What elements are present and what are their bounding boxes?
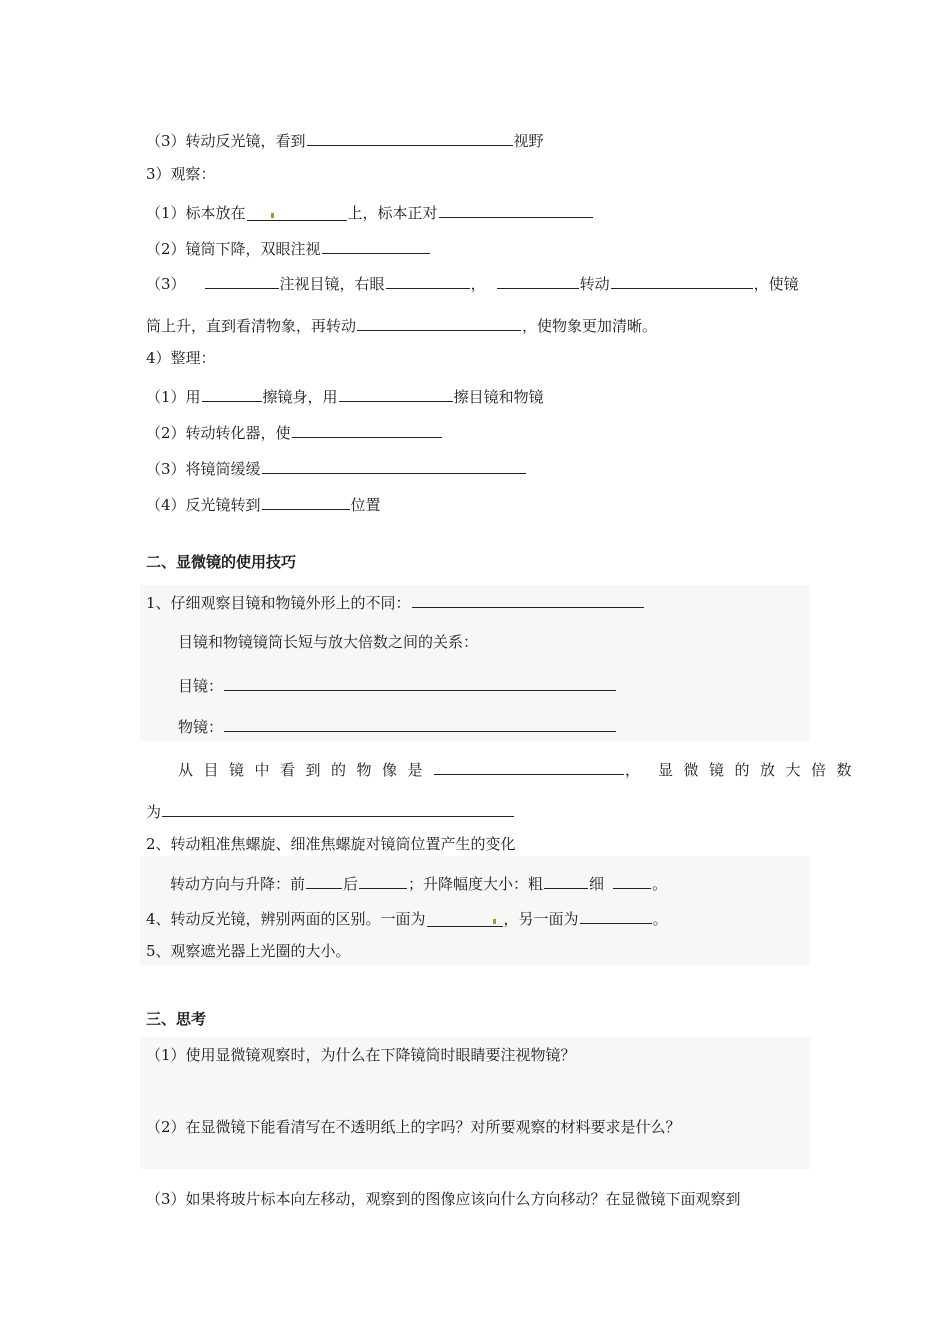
tidy-line2 bbox=[146, 420, 443, 443]
observe-line2 bbox=[146, 236, 431, 259]
fill-blank[interactable] bbox=[307, 128, 513, 146]
text: ， bbox=[625, 761, 641, 779]
text: 为 bbox=[146, 803, 162, 821]
text: 。 bbox=[652, 875, 668, 893]
text: ，使镜 bbox=[753, 275, 799, 293]
fill-blank[interactable] bbox=[262, 492, 350, 510]
section2-q5: 5、观察遮光器上光圈的大小。 bbox=[146, 942, 351, 960]
text: 4、转动反光镜，辨别两面的区别。一面为 bbox=[146, 910, 426, 928]
observe-line3b bbox=[146, 313, 657, 336]
text: ，使物象更加清晰。 bbox=[522, 317, 658, 335]
fill-blank[interactable] bbox=[359, 871, 407, 889]
fill-blank[interactable] bbox=[544, 871, 588, 889]
fill-blank[interactable] bbox=[427, 909, 503, 927]
observe-line1 bbox=[146, 200, 594, 223]
fill-blank[interactable] bbox=[357, 313, 521, 331]
text: 上，标本正对 bbox=[347, 204, 438, 222]
fill-blank[interactable] bbox=[439, 200, 593, 218]
fill-blank[interactable] bbox=[386, 271, 470, 289]
section2-q1b bbox=[178, 673, 617, 696]
text: 显微镜的放大倍数 bbox=[658, 761, 863, 779]
fill-blank[interactable] bbox=[497, 271, 579, 289]
section3-title: 三、思考 bbox=[146, 1010, 207, 1028]
text: 。 bbox=[652, 910, 668, 928]
section3-t3: （3）如果将玻片标本向左移动，观察到的图像应该向什么方向移动？在显微镜下面观察到 bbox=[146, 1190, 741, 1208]
fill-blank[interactable] bbox=[611, 271, 753, 289]
fill-blank[interactable] bbox=[434, 757, 624, 775]
fill-blank[interactable] bbox=[224, 673, 616, 691]
text: 物镜： bbox=[178, 718, 224, 736]
fill-blank[interactable] bbox=[412, 590, 644, 608]
section2-q4 bbox=[146, 906, 668, 929]
fill-blank[interactable] bbox=[202, 384, 262, 402]
observe-line3 bbox=[146, 271, 799, 294]
text: ；升降幅度大小：粗 bbox=[408, 875, 544, 893]
text: （1）标本放在 bbox=[146, 204, 246, 222]
text: 从目镜中看到的物像是 bbox=[178, 761, 434, 779]
text: ， bbox=[470, 275, 486, 293]
text: （3）转动反光镜，看到 bbox=[146, 132, 306, 150]
fill-blank[interactable] bbox=[292, 420, 442, 438]
text: 位置 bbox=[350, 496, 381, 514]
fill-blank[interactable] bbox=[224, 714, 616, 732]
text: 擦镜身，用 bbox=[262, 388, 338, 406]
section2-q2: 2、转动粗准焦螺旋、细准焦螺旋对镜筒位置产生的变化 bbox=[146, 835, 516, 853]
text: 目镜： bbox=[178, 677, 224, 695]
text: 筒上升，直到看清物象，再转动 bbox=[146, 317, 357, 335]
fill-blank[interactable] bbox=[580, 906, 652, 924]
fill-blank[interactable] bbox=[322, 236, 430, 254]
step2-line3 bbox=[146, 128, 544, 151]
text: 后 bbox=[343, 875, 359, 893]
text: 转动 bbox=[579, 275, 610, 293]
section3-t1: （1）使用显微镜观察时，为什么在下降镜筒时眼睛要注视物镜？ bbox=[146, 1046, 576, 1064]
text: （3） bbox=[146, 275, 186, 293]
fill-blank[interactable] bbox=[339, 384, 453, 402]
fill-blank[interactable] bbox=[306, 871, 342, 889]
text: （2）镜筒下降，双眼注视 bbox=[146, 240, 321, 258]
observe-title: 3）观察： bbox=[146, 165, 216, 183]
section2-q1 bbox=[146, 590, 645, 613]
section2-q1d bbox=[178, 757, 862, 780]
fill-blank[interactable] bbox=[247, 203, 347, 221]
text: ，另一面为 bbox=[503, 910, 579, 928]
tidy-title: 4）整理： bbox=[146, 349, 216, 367]
section2-q1a: 目镜和物镜镜筒长短与放大倍数之间的关系： bbox=[178, 633, 479, 651]
fill-blank[interactable] bbox=[205, 271, 279, 289]
text: 视野 bbox=[513, 132, 544, 150]
section3-t2: （2）在显微镜下能看清写在不透明纸上的字吗？对所要观察的材料要求是什么？ bbox=[146, 1118, 681, 1136]
section2-title: 二、显微镜的使用技巧 bbox=[146, 553, 297, 571]
text: （4）反光镜转到 bbox=[146, 496, 261, 514]
fill-blank[interactable] bbox=[262, 456, 526, 474]
text: （2）转动转化器，使 bbox=[146, 424, 291, 442]
section2-q1e bbox=[146, 799, 515, 822]
fill-blank[interactable] bbox=[613, 871, 651, 889]
section2-q1c bbox=[178, 714, 617, 737]
mark-icon bbox=[493, 919, 496, 924]
tidy-line4 bbox=[146, 492, 381, 515]
text: （1）用 bbox=[146, 388, 201, 406]
text: （3）将镜筒缓缓 bbox=[146, 460, 261, 478]
text: 注视目镜，右眼 bbox=[279, 275, 385, 293]
tidy-line1 bbox=[146, 384, 544, 407]
tidy-line3 bbox=[146, 456, 527, 479]
text: 1、仔细观察目镜和物镜外形上的不同： bbox=[146, 594, 411, 612]
fill-blank[interactable] bbox=[162, 799, 514, 817]
text: 转动方向与升降：前 bbox=[170, 875, 306, 893]
text: 擦目镜和物镜 bbox=[453, 388, 544, 406]
mark-icon bbox=[271, 213, 274, 218]
section2-q2a bbox=[170, 871, 667, 894]
text: 细 bbox=[589, 875, 605, 893]
